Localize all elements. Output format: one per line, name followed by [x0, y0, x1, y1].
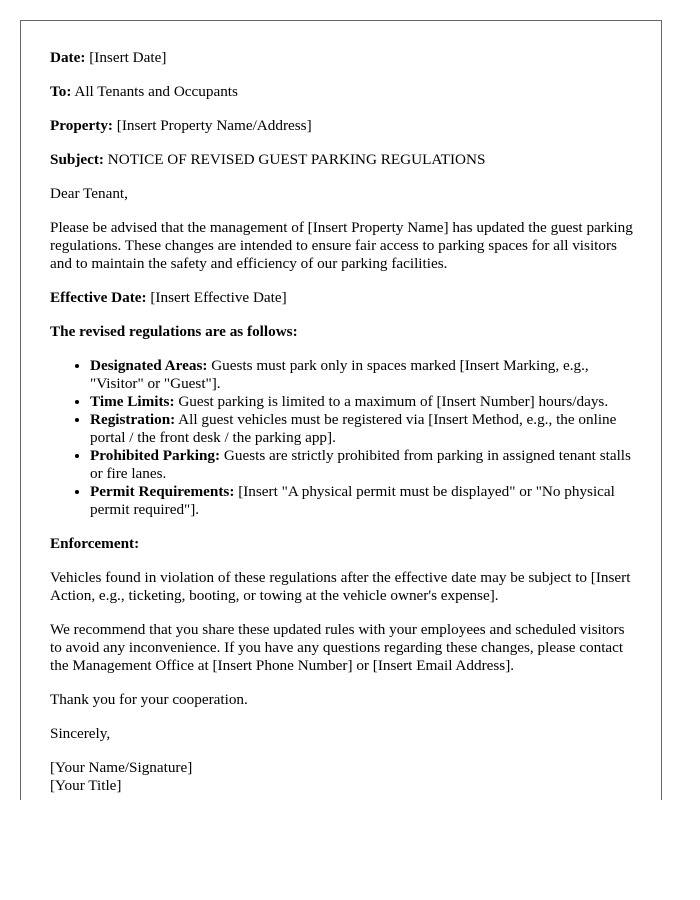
regulation-label: Permit Requirements: — [90, 483, 235, 500]
regulation-label: Prohibited Parking: — [90, 447, 221, 464]
thanks-line: Thank you for your cooperation. — [50, 691, 248, 708]
effective-date-label: Effective Date: — [50, 289, 147, 306]
list-item — [90, 393, 640, 411]
sign-off: Sincerely, — [50, 725, 111, 742]
regulations-list — [50, 357, 640, 519]
subject-line — [50, 151, 640, 169]
list-item — [90, 411, 640, 447]
subject-value: NOTICE OF REVISED GUEST PARKING REGULATIONS — [107, 151, 486, 168]
signer-title: [Your Title] — [50, 777, 122, 794]
regulation-text: Guests must park only in spaces marked [Insert Marking, e.g., "Visitor" or "Guest"]. — [90, 357, 589, 392]
to-line — [50, 83, 640, 101]
property-label: Property: — [50, 117, 113, 134]
date-line — [50, 49, 640, 67]
list-item — [90, 483, 640, 519]
greeting: Dear Tenant, — [50, 185, 128, 202]
effective-date-value: [Insert Effective Date] — [150, 289, 287, 306]
regulation-label: Registration: — [90, 411, 176, 428]
date-label: Date: — [50, 49, 86, 66]
regulation-text: Guests are strictly prohibited from parking in assigned tenant stalls or fire lanes. — [90, 447, 631, 482]
signer-name: [Your Name/Signature] — [50, 759, 193, 776]
regulation-label: Designated Areas: — [90, 357, 208, 374]
letter-body — [50, 49, 640, 795]
letter-page — [20, 20, 662, 800]
regulation-label: Time Limits: — [90, 393, 175, 410]
to-label: To: — [50, 83, 72, 100]
enforcement-paragraph: Vehicles found in violation of these regulations after the effective date may be subject to [Insert Action, e.g., ticketing, booting, or towing at the vehicle owner's expense]. — [50, 569, 631, 604]
date-value: [Insert Date] — [89, 49, 167, 66]
list-item — [90, 357, 640, 393]
enforcement-heading: Enforcement: — [50, 535, 140, 552]
to-value: All Tenants and Occupants — [74, 83, 238, 100]
effective-date-line — [50, 289, 640, 307]
regulation-text: [Insert "A physical permit must be displayed" or "No physical permit required"]. — [90, 483, 615, 518]
regulation-text: Guest parking is limited to a maximum of [Insert Number] hours/days. — [178, 393, 609, 410]
list-item — [90, 447, 640, 483]
regulation-text: All guest vehicles must be registered via [Insert Method, e.g., the online portal / the front desk / the parking app]. — [90, 411, 617, 446]
property-line — [50, 117, 640, 135]
recommendation-paragraph: We recommend that you share these updated rules with your employees and scheduled visitors to avoid any inconvenience. If you have any questions regarding these changes, please contact the Management Office at [Insert Phone Number] or [Insert Email Address]. — [50, 621, 625, 674]
property-value: [Insert Property Name/Address] — [116, 117, 312, 134]
regulations-heading: The revised regulations are as follows: — [50, 323, 298, 340]
subject-label: Subject: — [50, 151, 104, 168]
intro-paragraph: Please be advised that the management of [Insert Property Name] has updated the guest parking regulations. These changes are intended to ensure fair access to parking spaces for all visitors and to maintain the safety and efficiency of our parking facilities. — [50, 219, 633, 272]
